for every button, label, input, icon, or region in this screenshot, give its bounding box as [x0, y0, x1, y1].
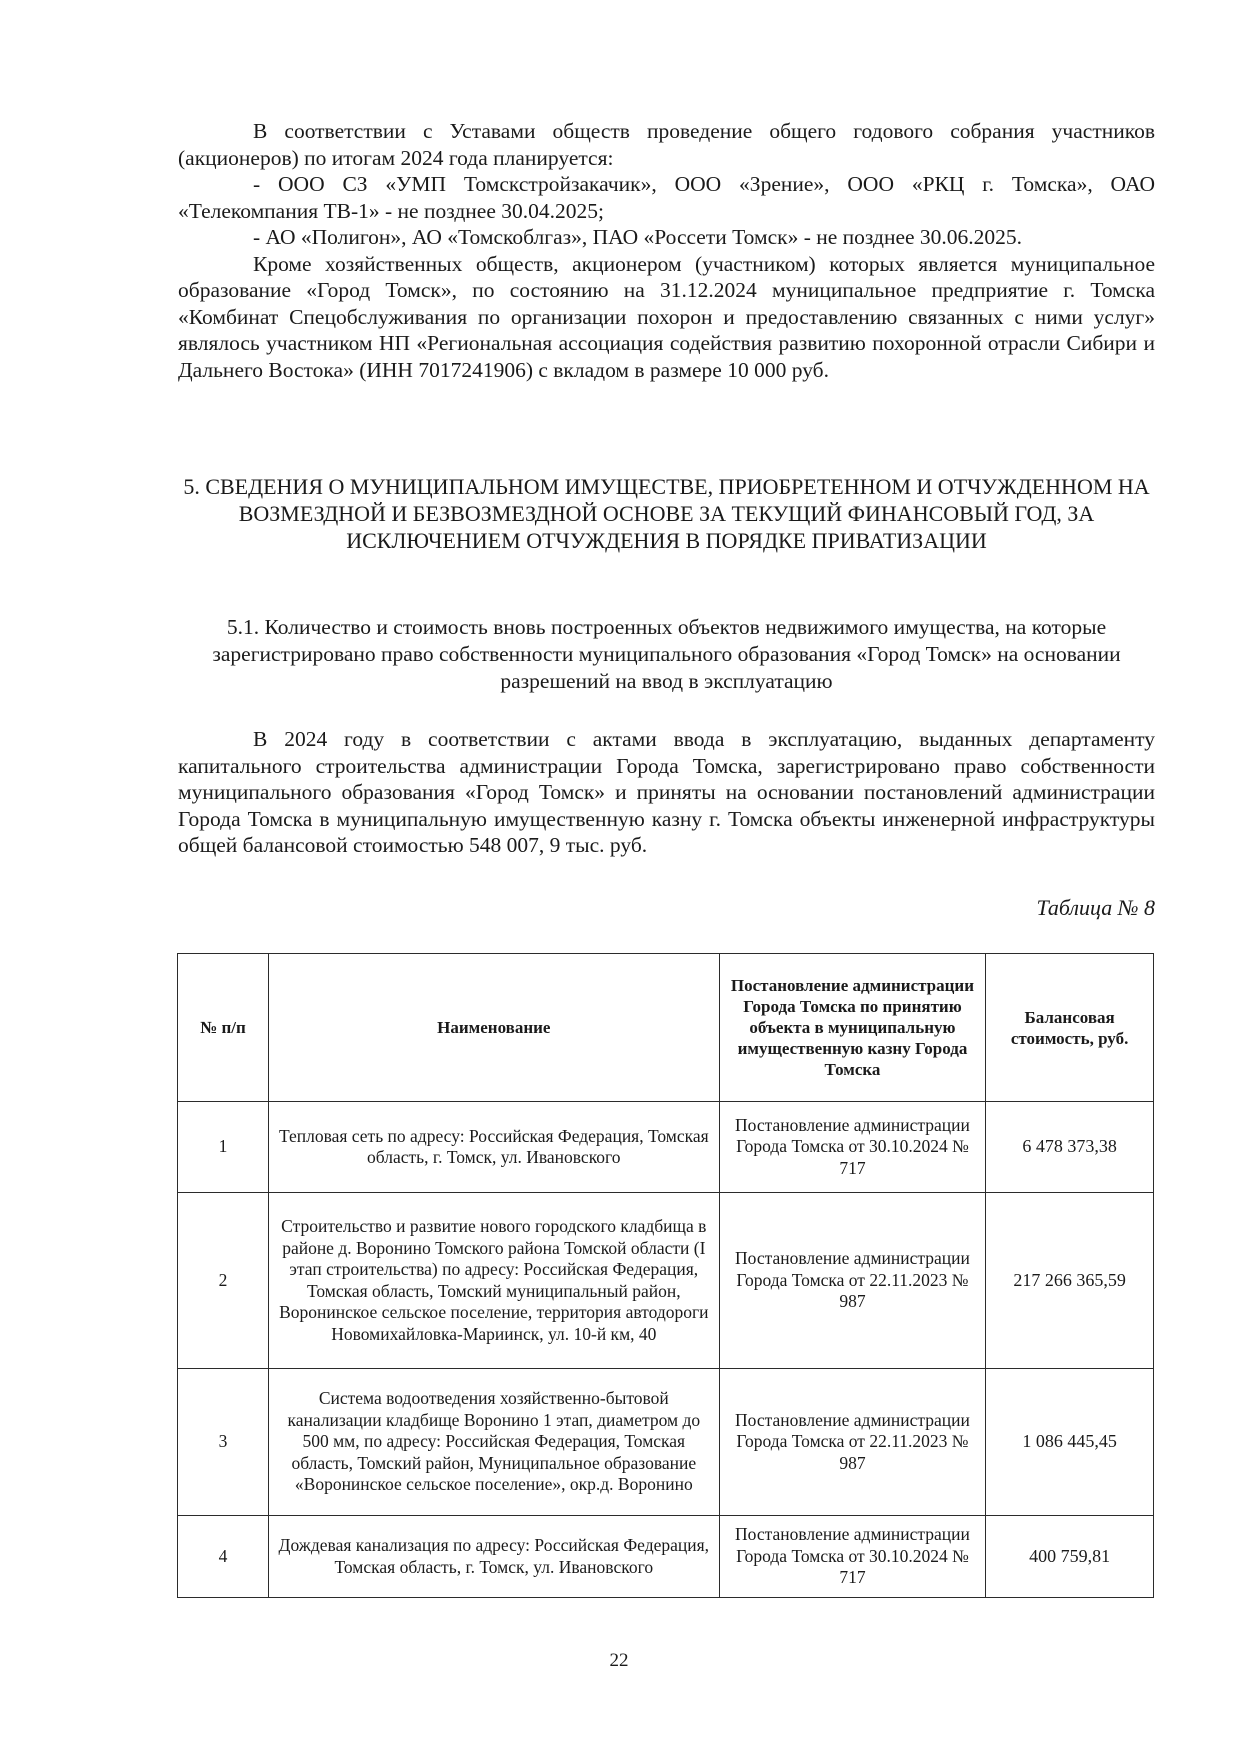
cell-num: 4: [178, 1516, 269, 1598]
table-caption: Таблица № 8: [1036, 895, 1155, 920]
cell-name: Система водоотведения хозяйственно-бытовой канализации кладбище Воронино 1 этап, диаметром до 500 мм, по адресу: Российская Федерация, Томская область, Томский район, Муниципальное образование «Воронинское сельское поселение», окр.д. Воронино: [268, 1369, 719, 1516]
intro-list-item: - ООО СЗ «УМП Томскстройзакачик», ООО «Зрение», ООО «РКЦ г. Томска», ОАО «Телекомпания ТВ-1» - не позднее 30.04.2025;: [178, 172, 1155, 223]
cell-decree: Постановление администрации Города Томска от 22.11.2023 № 987: [719, 1369, 985, 1516]
section-body: [178, 726, 1155, 859]
property-table: [177, 953, 1154, 1598]
cell-num: 3: [178, 1369, 269, 1516]
cell-decree: Постановление администрации Города Томска от 22.11.2023 № 987: [719, 1193, 985, 1369]
cell-cost: 1 086 445,45: [986, 1369, 1154, 1516]
cell-name: Строительство и развитие нового городского кладбища в районе д. Воронино Томского района Томской области (I этап строительства) по адресу: Российская Федерация, Томская область, Томский муниципальный район, Воронинское сельское поселение, территория автодороги Новомихайловка-Мариинск, ул. 10-й км, 40: [268, 1193, 719, 1369]
cell-num: 1: [178, 1102, 269, 1193]
subsection-heading: 5.1. Количество и стоимость вновь построенных объектов недвижимого имущества, на которые зарегистрировано право собственности муниципального образования «Город Томск» на основании разрешений на ввод в эксплуатацию: [212, 615, 1121, 693]
header-num: № п/п: [178, 954, 269, 1102]
cell-cost: 6 478 373,38: [986, 1102, 1154, 1193]
cell-num: 2: [178, 1193, 269, 1369]
body-paragraph: В 2024 году в соответствии с актами ввода в эксплуатацию, выданных департаменту капитального строительства администрации Города Томска, зарегистрировано право собственности муниципального образования «Город Томск» и приняты на основании постановлений администрации Города Томска в муниципальную имущественную казну г. Томска объекты инженерной инфраструктуры общей балансовой стоимостью 548 007, 9 тыс. руб.: [178, 727, 1155, 857]
table-row: [178, 1102, 1154, 1193]
page-number: 22: [609, 1650, 629, 1671]
header-decree: Постановление администрации Города Томска по принятию объекта в муниципальную имущественную казну Города Томска: [719, 954, 985, 1102]
cell-name: Дождевая канализация по адресу: Российская Федерация, Томская область, г. Томск, ул. Ивановского: [268, 1516, 719, 1598]
intro-list-item: - АО «Полигон», АО «Томскоблгаз», ПАО «Россети Томск» - не позднее 30.06.2025.: [253, 225, 1023, 249]
table-row: [178, 1516, 1154, 1598]
header-name: Наименование: [268, 954, 719, 1102]
header-cost: Балансовая стоимость, руб.: [986, 954, 1154, 1102]
table-header-row: [178, 954, 1154, 1102]
cell-decree: Постановление администрации Города Томска от 30.10.2024 № 717: [719, 1102, 985, 1193]
intro-section: [178, 118, 1155, 383]
table-row: [178, 1193, 1154, 1369]
intro-paragraph: Кроме хозяйственных обществ, акционером (участником) которых является муниципальное образование «Город Томск», по состоянию на 31.12.2024 муниципальное предприятие г. Томска «Комбинат Спецобслуживания по организации похорон и предоставлению связанных с ними услуг» являлось участником НП «Региональная ассоциация содействия развитию похоронной отрасли Сибири и Дальнего Востока» (ИНН 7017241906) с вкладом в размере 10 000 руб.: [178, 251, 1155, 382]
section-heading: 5. СВЕДЕНИЯ О МУНИЦИПАЛЬНОМ ИМУЩЕСТВЕ, ПРИОБРЕТЕННОМ И ОТЧУЖДЕННОМ НА ВОЗМЕЗДНОЙ И БЕЗВОЗМЕЗДНОЙ ОСНОВЕ ЗА ТЕКУЩИЙ ФИНАНСОВЫЙ ГОД, ЗА ИСКЛЮЧЕНИЕМ ОТЧУЖДЕНИЯ В ПОРЯДКЕ ПРИВАТИЗАЦИИ: [183, 474, 1150, 553]
table-row: [178, 1369, 1154, 1516]
cell-cost: 400 759,81: [986, 1516, 1154, 1598]
intro-paragraph: В соответствии с Уставами обществ проведение общего годового собрания участников (акционеров) по итогам 2024 года планируется:: [178, 119, 1155, 170]
cell-decree: Постановление администрации Города Томска от 30.10.2024 № 717: [719, 1516, 985, 1598]
cell-cost: 217 266 365,59: [986, 1193, 1154, 1369]
cell-name: Тепловая сеть по адресу: Российская Федерация, Томская область, г. Томск, ул. Ивановского: [268, 1102, 719, 1193]
